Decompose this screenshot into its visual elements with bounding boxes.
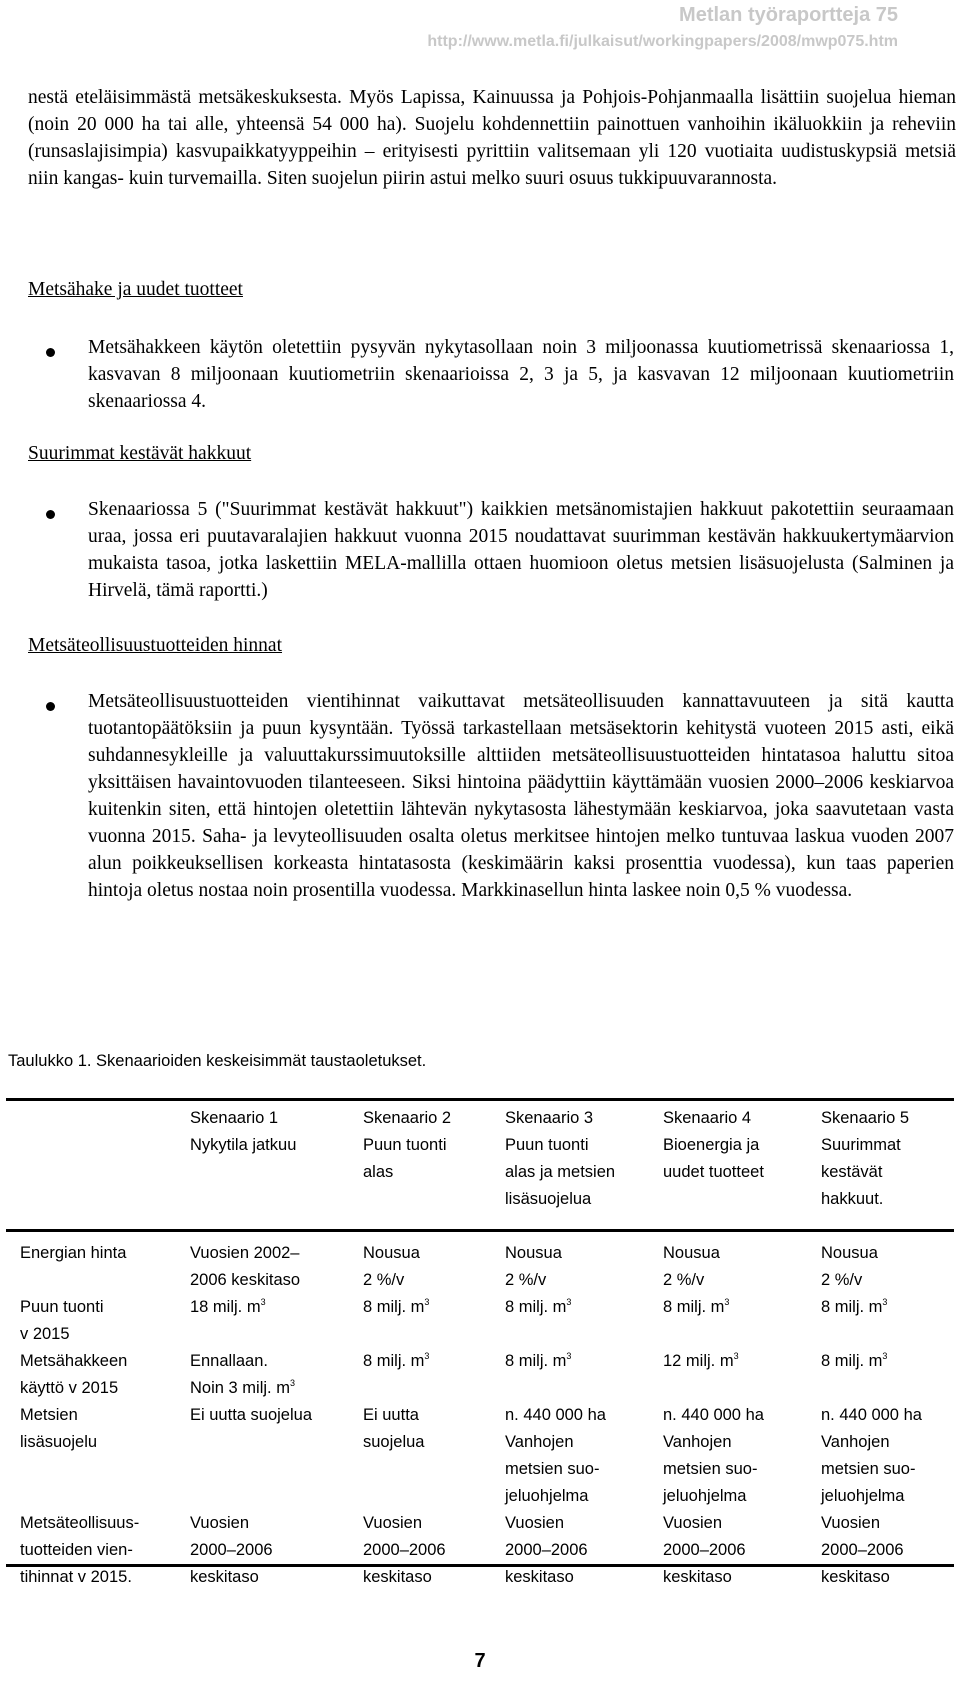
cell-line: 2006 keskitaso <box>190 1271 301 1289</box>
cell-line: Vuosien <box>190 1514 250 1532</box>
cell-line: 2 %/v <box>821 1271 863 1289</box>
cell-line: suojelua <box>363 1433 425 1451</box>
cell-line: metsien suo- <box>821 1460 916 1478</box>
row-energy-price-cell <box>663 1240 720 1294</box>
row-conservation-cell <box>505 1402 606 1510</box>
cell-line: 8 milj. m <box>505 1298 567 1316</box>
scenario-4-description <box>663 1132 764 1186</box>
row-conservation-label <box>20 1402 97 1456</box>
cell-line: Vuosien 2002– <box>190 1244 300 1262</box>
bullet-icon <box>46 510 55 519</box>
cell-line: 2000–2006 <box>190 1541 273 1559</box>
bullet-icon <box>46 702 55 711</box>
row-wood-import-cell <box>363 1294 429 1321</box>
cell-line: alas ja metsien <box>505 1163 616 1181</box>
table-header-rule <box>6 1229 954 1232</box>
table-caption: Taulukko 1. Skenaarioiden keskeisimmät taustaoletukset. <box>8 1052 427 1070</box>
row-wood-import-cell <box>663 1294 729 1321</box>
cell-line: Metsäteollisuus- <box>20 1514 140 1532</box>
unit-exponent: 3 <box>424 1297 430 1307</box>
row-wood-import-cell <box>821 1294 887 1321</box>
unit-exponent: 3 <box>882 1351 888 1361</box>
row-forest-chips-cell <box>190 1348 295 1402</box>
cell-line: metsien suo- <box>663 1460 758 1478</box>
cell-line: Energian hinta <box>20 1244 127 1262</box>
row-wood-import-cell <box>190 1294 266 1321</box>
cell-line: 8 milj. m <box>363 1352 425 1370</box>
row-conservation-cell <box>663 1402 764 1510</box>
row-export-prices-cell <box>821 1510 904 1591</box>
cell-line: Nousua <box>505 1244 562 1262</box>
cell-line: Nousua <box>363 1244 420 1262</box>
row-forest-chips-cell <box>505 1348 571 1375</box>
row-energy-price-cell <box>821 1240 878 1294</box>
publication-url[interactable]: http://www.metla.fi/julkaisut/workingpapers/2008/mwp075.htm <box>427 33 898 50</box>
unit-exponent: 3 <box>733 1351 739 1361</box>
cell-line: jeluohjelma <box>663 1487 747 1505</box>
section-text-metsahake: Metsähakkeen käytön oletettiin pysyvän nykytasollaan noin 3 miljoonassa kuutiometrissä skenaariossa 1, kasvavan 8 miljoonaan kuutiometriin skenaarioissa 2, 3 ja 5, ja kasvavan 12 miljoonaan kuutiometriin skenaariossa 4. <box>88 337 954 412</box>
cell-line: Bioenergia ja <box>663 1136 760 1154</box>
cell-line: 8 milj. m <box>821 1352 883 1370</box>
row-forest-chips-cell <box>821 1348 887 1375</box>
row-export-prices-label <box>20 1510 139 1591</box>
unit-exponent: 3 <box>724 1297 730 1307</box>
cell-line: Puun tuonti <box>505 1136 589 1154</box>
cell-line: käyttö v 2015 <box>20 1379 119 1397</box>
cell-line: keskitaso <box>663 1568 732 1586</box>
cell-line: 2000–2006 <box>821 1541 904 1559</box>
scenario-2-description <box>363 1132 446 1186</box>
scenario-3-header: Skenaario 3 <box>505 1109 594 1127</box>
cell-line: metsien suo- <box>505 1460 600 1478</box>
cell-line: Vuosien <box>663 1514 723 1532</box>
cell-line: 2 %/v <box>663 1271 705 1289</box>
cell-line: Vanhojen <box>821 1433 890 1451</box>
cell-line: n. 440 000 ha <box>505 1406 606 1424</box>
cell-line: hakkuut. <box>821 1190 884 1208</box>
scenario-5-header: Skenaario 5 <box>821 1109 910 1127</box>
scenario-1-header: Skenaario 1 <box>190 1109 279 1127</box>
row-wood-import-label <box>20 1294 103 1348</box>
cell-line: Puun tuonti <box>20 1298 104 1316</box>
cell-line: Vanhojen <box>505 1433 574 1451</box>
page-number: 7 <box>474 1650 486 1672</box>
cell-line: keskitaso <box>363 1568 432 1586</box>
cell-line: Metsähakkeen <box>20 1352 128 1370</box>
unit-exponent: 3 <box>260 1297 266 1307</box>
unit-exponent: 3 <box>289 1378 295 1388</box>
cell-line: 2 %/v <box>363 1271 405 1289</box>
cell-line: n. 440 000 ha <box>821 1406 922 1424</box>
cell-line: Vuosien <box>505 1514 565 1532</box>
cell-line: jeluohjelma <box>505 1487 589 1505</box>
cell-line: tuotteiden vien- <box>20 1541 133 1559</box>
row-energy-price-cell <box>505 1240 562 1294</box>
scenario-1-description <box>190 1132 296 1159</box>
unit-exponent: 3 <box>566 1351 572 1361</box>
cell-line: 2000–2006 <box>505 1541 588 1559</box>
row-energy-price-label <box>20 1240 126 1267</box>
cell-line: jeluohjelma <box>821 1487 905 1505</box>
cell-line: Vanhojen <box>663 1433 732 1451</box>
cell-line: Vuosien <box>821 1514 881 1532</box>
section-text-hakkuut: Skenaariossa 5 ("Suurimmat kestävät hakkuut") kaikkien metsänomistajien hakkuut pakotettiin seuraamaan uraa, jossa eri puutavaralajien hakkuut vuonna 2015 noudattavat suurimman kestävän hakkuukertymäarvion mukaista tasoa, jotka laskettiin MELA-mallilla ottaen huomioon oletus metsien lisäsuojelusta (Salminen ja Hirvelä, tämä raportti.) <box>88 499 954 601</box>
cell-line: Ei uutta suojelua <box>190 1406 313 1424</box>
cell-line: 2 %/v <box>505 1271 547 1289</box>
cell-line: keskitaso <box>505 1568 574 1586</box>
section-heading-hakkuut: Suurimmat kestävät hakkuut <box>28 443 252 464</box>
table-bottom-rule <box>6 1564 954 1567</box>
intro-paragraph <box>28 84 956 192</box>
cell-line: v 2015 <box>20 1325 70 1343</box>
cell-line: alas <box>363 1163 394 1181</box>
cell-line: Metsien <box>20 1406 78 1424</box>
scenario-4-header: Skenaario 4 <box>663 1109 752 1127</box>
row-conservation-cell <box>190 1402 312 1429</box>
cell-line: Nousua <box>821 1244 878 1262</box>
row-conservation-cell <box>363 1402 424 1456</box>
section-heading-metsahake: Metsähake ja uudet tuotteet <box>28 279 243 300</box>
unit-exponent: 3 <box>566 1297 572 1307</box>
cell-line: 2000–2006 <box>363 1541 446 1559</box>
row-forest-chips-cell <box>663 1348 739 1375</box>
cell-line: tihinnat v 2015. <box>20 1568 132 1586</box>
section-heading-hinnat: Metsäteollisuustuotteiden hinnat <box>28 635 283 656</box>
row-forest-chips-label <box>20 1348 127 1402</box>
cell-line: 2000–2006 <box>663 1541 746 1559</box>
cell-line: lisäsuojelu <box>20 1433 98 1451</box>
cell-line: 12 milj. m <box>663 1352 734 1370</box>
cell-line: Ennallaan. <box>190 1352 268 1370</box>
cell-line: Noin 3 milj. m <box>190 1379 290 1397</box>
row-export-prices-cell <box>663 1510 746 1591</box>
unit-exponent: 3 <box>882 1297 888 1307</box>
cell-line: 8 milj. m <box>821 1298 883 1316</box>
cell-line: Suurimmat <box>821 1136 901 1154</box>
cell-line: 8 milj. m <box>505 1352 567 1370</box>
cell-line: 8 milj. m <box>663 1298 725 1316</box>
series-title: Metlan työraportteja 75 <box>679 4 898 26</box>
table-top-rule <box>6 1098 954 1101</box>
cell-line: Puun tuonti <box>363 1136 447 1154</box>
cell-line: Nousua <box>663 1244 720 1262</box>
row-export-prices-cell <box>363 1510 446 1591</box>
cell-line: lisäsuojelua <box>505 1190 592 1208</box>
cell-line: 18 milj. m <box>190 1298 261 1316</box>
cell-line: n. 440 000 ha <box>663 1406 764 1424</box>
page-header <box>427 0 898 53</box>
row-export-prices-cell <box>505 1510 588 1591</box>
unit-exponent: 3 <box>424 1351 430 1361</box>
intro-text: nestä eteläisimmästä metsäkeskuksesta. Myös Lapissa, Kainuussa ja Pohjois-Pohjanmaalla lisättiin suojelua hieman (noin 20 000 ha tai alle, yhteensä 54 000 ha). Suojelu kohdennettiin painottuen vanhoihin ikäluokkiin ja reheviin (runsaslajisimpia) kasvupaikkatyyppeihin – erityisesti pyrittiin valitsemaan yli 120 vuotiaita uudistuskypsiä metsiä niin kangas- kuin turvemailla. Siten suojelun piirin astui melko suuri osuus tukkipuuvarannosta. <box>28 87 956 189</box>
cell-line: Vuosien <box>363 1514 423 1532</box>
cell-line: keskitaso <box>190 1568 259 1586</box>
scenario-2-header: Skenaario 2 <box>363 1109 452 1127</box>
row-energy-price-cell <box>190 1240 300 1294</box>
scenario-5-description <box>821 1132 901 1213</box>
cell-line: uudet tuotteet <box>663 1163 764 1181</box>
section-text-hinnat: Metsäteollisuustuotteiden vientihinnat vaikuttavat metsäteollisuuden kannattavuuteen ja sitä kautta tuotantopäätöksiin ja puun kysyntään. Työssä tarkastellaan metsäsektorin kehitystä vuoteen 2015 asti, eikä suhdannesykleille ja valuuttakurssimuutoksille alttiiden metsäteollisuustuotteiden hintatasoa haluttu sitoa yksittäisen havaintovuoden tilanteeseen. Siksi hintoina päädyttiin käyttämään vuosien 2000–2006 keskiarvoa kuitenkin siten, että hintojen oletettiin lähtevän nykytasosta lähestymään keskiarvoa, joka saavutetaan vasta vuonna 2015. Saha- ja levyteollisuuden osalta oletus merkitsee hintojen melko tuntuvaa laskua vuoden 2007 alun poikkeuksellisen korkeasta hintatasosta (keskimäärin kaksi prosenttia vuodessa), kun taas paperien hintoja oletus nostaa noin prosentilla vuodessa. Markkinasellun hinta laskee noin 0,5 % vuodessa. <box>88 691 954 901</box>
cell-line: Nykytila jatkuu <box>190 1136 297 1154</box>
cell-line: keskitaso <box>821 1568 890 1586</box>
scenario-3-description <box>505 1132 615 1213</box>
row-conservation-cell <box>821 1402 922 1510</box>
row-wood-import-cell <box>505 1294 571 1321</box>
cell-line: Ei uutta <box>363 1406 419 1424</box>
row-forest-chips-cell <box>363 1348 429 1375</box>
cell-line: 8 milj. m <box>363 1298 425 1316</box>
row-export-prices-cell <box>190 1510 273 1591</box>
cell-line: kestävät <box>821 1163 883 1181</box>
bullet-icon <box>46 348 55 357</box>
row-energy-price-cell <box>363 1240 420 1294</box>
